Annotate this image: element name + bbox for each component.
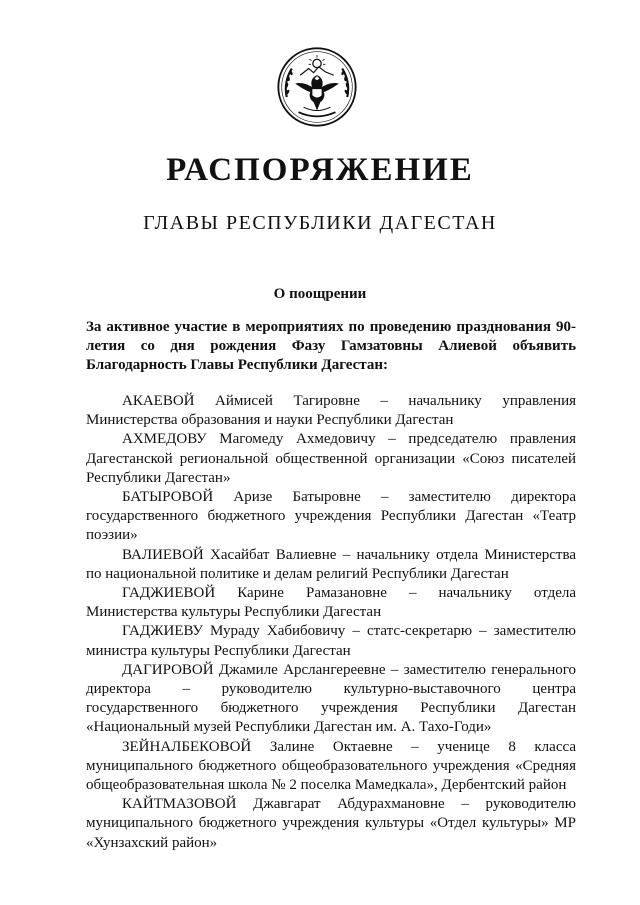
- recipient-item: КАЙТМАЗОВОЙ Джавгарат Абдурахмановне – руководителю муниципального бюджетного учреждения культуры «Отдел культуры» МР «Хунзахский район»: [86, 796, 576, 851]
- dagestan-coat-of-arms-icon: [275, 45, 359, 129]
- document-title: РАСПОРЯЖЕНИЕ: [166, 152, 474, 188]
- document-subtitle: ГЛАВЫ РЕСПУБЛИКИ ДАГЕСТАН: [143, 212, 497, 234]
- recipient-item: АХМЕДОВУ Магомеду Ахмедовичу – председателю правления Дагестанской региональной общественной организации «Союз писателей Республики Дагестан»: [86, 431, 576, 486]
- recipient-item: ГАДЖИЕВОЙ Карине Рамазановне – начальнику отдела Министерства культуры Республики Дагестан: [86, 585, 576, 621]
- document-preamble: За активное участие в мероприятиях по проведению празднования 90-летия со дня рождения Фазу Гамзатовны Алиевой объявить Благодарность Главы Республики Дагестан:: [86, 319, 576, 373]
- recipient-item: АКАЕВОЙ Аймисей Тагировне – начальнику управления Министерства образования и науки Республики Дагестан: [86, 393, 576, 429]
- recipient-item: ДАГИРОВОЙ Джамиле Арслангереевне – заместителю генерального директора – руководителю культурно-выставочного центра государственного бюджетного учреждения Республики Дагестан «Национальный музей Республики Дагестан им. А. Тахо-Годи»: [86, 661, 576, 736]
- document-heading: О поощрении: [273, 286, 367, 302]
- recipients-list: [86, 392, 576, 853]
- recipient-item: БАТЫРОВОЙ Аризе Батыровне – заместителю директора государственного бюджетного учреждения Республики Дагестан «Театр поэзии»: [86, 489, 576, 544]
- recipient-item: ГАДЖИЕВУ Мураду Хабибовичу – статс-секретарю – заместителю министра культуры Республики Дагестан: [86, 623, 576, 659]
- recipient-item: ВАЛИЕВОЙ Хасайбат Валиевне – начальнику отдела Министерства по национальной политике и делам религий Республики Дагестан: [86, 546, 576, 582]
- recipient-item: ЗЕЙНАЛБЕКОВОЙ Залине Октаевне – ученице 8 класса муниципального бюджетного общеобразовательного учреждения «Средняя общеобразовательная школа № 2 поселка Мамедкала», Дербентский район: [86, 738, 576, 794]
